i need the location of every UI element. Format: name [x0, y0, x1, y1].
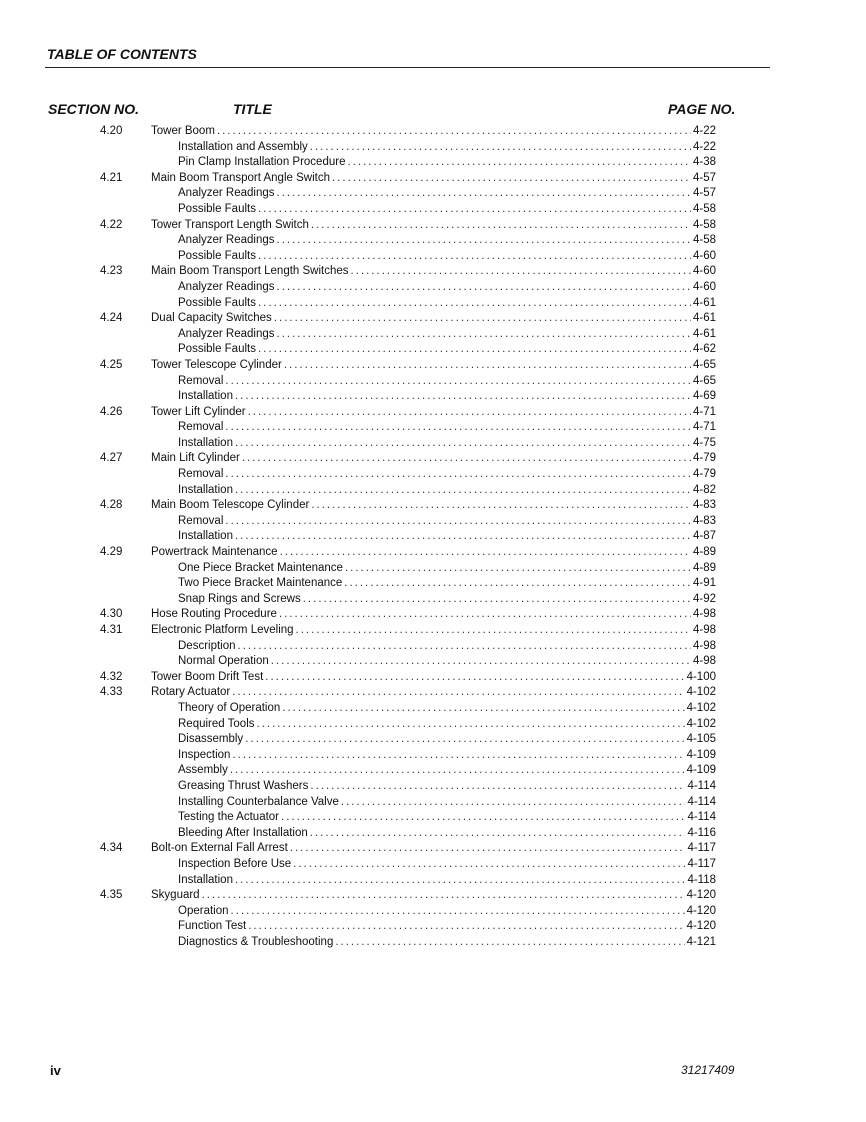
- dot-leader: [202, 888, 685, 904]
- toc-entry-title: Greasing Thrust Washers: [178, 779, 309, 792]
- dot-leader: [258, 202, 691, 218]
- toc-entry-link[interactable]: [178, 467, 716, 483]
- toc-entry-link[interactable]: [178, 592, 716, 608]
- dot-leader: [271, 654, 691, 670]
- toc-entry-link[interactable]: [151, 685, 716, 701]
- dot-leader: [281, 810, 685, 826]
- dot-leader: [235, 529, 691, 545]
- toc-entry-title: Tower Transport Length Switch: [151, 218, 309, 231]
- toc-entry-title: Installation: [178, 390, 233, 403]
- column-header-section: SECTION NO.: [48, 101, 140, 117]
- toc-entry-link[interactable]: [178, 857, 716, 873]
- toc-page-number: 4-100: [686, 670, 716, 683]
- toc-entry-link[interactable]: [151, 264, 716, 280]
- toc-row: [0, 654, 866, 670]
- toc-page-number: 4-121: [686, 935, 716, 948]
- toc-row: [0, 732, 866, 748]
- toc-page-number: 4-57: [692, 171, 716, 184]
- toc-page-number: 4-98: [692, 624, 716, 636]
- toc-row: [0, 249, 866, 265]
- toc-page-number: 4-114: [687, 811, 716, 824]
- toc-entry-link[interactable]: [178, 873, 716, 889]
- header-divider: [45, 67, 770, 68]
- toc-entry-title: Tower Lift Cylinder: [151, 405, 246, 418]
- toc-entry-link[interactable]: [178, 763, 716, 779]
- toc-entry-link[interactable]: [151, 451, 716, 467]
- toc-row: [0, 701, 866, 717]
- toc-entry-link[interactable]: [178, 514, 716, 530]
- toc-page-number: 4-58: [692, 218, 716, 231]
- toc-entry-title: Removal: [178, 514, 224, 527]
- toc-row: [0, 623, 866, 639]
- column-header-page: PAGE NO.: [668, 101, 736, 117]
- toc-entry-title: Required Tools: [178, 717, 255, 730]
- toc-entry-link[interactable]: [178, 155, 716, 171]
- toc-section-number: 4.24: [100, 312, 123, 325]
- toc-entry-link[interactable]: [151, 171, 716, 187]
- toc-section-number: 4.33: [100, 686, 123, 699]
- dot-leader: [277, 280, 691, 296]
- toc-row: [0, 451, 866, 467]
- toc-entry-title: Function Test: [178, 920, 247, 933]
- toc-entry-link[interactable]: [178, 374, 716, 390]
- toc-entry-title: Installing Counterbalance Valve: [178, 795, 339, 808]
- toc-page-number: 4-120: [686, 889, 716, 902]
- toc-entry-link[interactable]: [178, 233, 716, 249]
- dot-leader: [230, 763, 685, 779]
- toc-entry-title: Two Piece Bracket Maintenance: [178, 577, 343, 590]
- toc-entry-link[interactable]: [178, 296, 716, 312]
- toc-entry-title: Diagnostics & Troubleshooting: [178, 935, 334, 948]
- toc-entry-title: Disassembly: [178, 733, 244, 746]
- toc-row: [0, 717, 866, 733]
- dot-leader: [217, 124, 691, 140]
- toc-entry-title: Installation: [178, 530, 233, 543]
- toc-row: [0, 186, 866, 202]
- dot-leader: [347, 155, 690, 171]
- toc-entry-title: Inspection: [178, 748, 231, 761]
- toc-entry-title: Theory of Operation: [178, 701, 281, 714]
- dot-leader: [310, 779, 685, 795]
- dot-leader: [277, 186, 691, 202]
- toc-page-number: 4-38: [692, 156, 716, 169]
- dot-leader: [248, 919, 684, 935]
- toc-row: [0, 140, 866, 156]
- toc-entry-title: Hose Routing Procedure: [151, 608, 277, 621]
- dot-leader: [284, 358, 691, 374]
- toc-entry-link[interactable]: [178, 701, 716, 717]
- toc-entry-title: Snap Rings and Screws: [178, 592, 301, 605]
- toc-page-number: 4-61: [692, 312, 716, 325]
- toc-entry-title: Inspection Before Use: [178, 857, 292, 870]
- toc-entry-title: Normal Operation: [178, 655, 269, 668]
- toc-entry-title: Possible Faults: [178, 202, 256, 215]
- toc-row: [0, 420, 866, 436]
- toc-entry-link[interactable]: [178, 186, 716, 202]
- toc-entry-title: Analyzer Readings: [178, 280, 275, 293]
- toc-page-number: 4-102: [686, 717, 716, 730]
- toc-row: [0, 436, 866, 452]
- toc-row: [0, 841, 866, 857]
- toc-row: [0, 592, 866, 608]
- toc-page-number: 4-62: [692, 343, 716, 356]
- toc-row: [0, 904, 866, 920]
- toc-page-number: 4-82: [692, 483, 716, 496]
- footer-document-number: 31217409: [681, 1063, 735, 1077]
- toc-entry-link[interactable]: [178, 389, 716, 405]
- dot-leader: [242, 451, 691, 467]
- dot-leader: [258, 249, 691, 265]
- dot-leader: [345, 561, 691, 577]
- toc-section-number: 4.35: [100, 889, 123, 902]
- toc-row: [0, 374, 866, 390]
- dot-leader: [296, 623, 691, 639]
- toc-entry-title: Possible Faults: [178, 296, 256, 309]
- toc-page-number: 4-102: [686, 701, 716, 714]
- toc-row: [0, 935, 866, 951]
- dot-leader: [290, 841, 686, 857]
- toc-entry-link[interactable]: [178, 779, 716, 795]
- dot-leader: [248, 405, 691, 421]
- toc-entry-title: Rotary Actuator: [151, 686, 231, 699]
- toc-row: [0, 233, 866, 249]
- toc-page-number: 4-120: [686, 904, 716, 917]
- toc-entry-title: Installation and Assembly: [178, 140, 308, 153]
- toc-entry-title: Bleeding After Installation: [178, 826, 308, 839]
- toc-row: [0, 888, 866, 904]
- dot-leader: [225, 374, 691, 390]
- toc-row: [0, 810, 866, 826]
- toc-entry-title: Pin Clamp Installation Procedure: [178, 156, 346, 169]
- dot-leader: [279, 607, 691, 623]
- toc-row: [0, 561, 866, 577]
- toc-page-number: 4-22: [692, 140, 716, 153]
- toc-entry-link[interactable]: [151, 545, 716, 561]
- dot-leader: [225, 514, 691, 530]
- toc-entry-link[interactable]: [178, 810, 716, 826]
- dot-leader: [235, 483, 691, 499]
- dot-leader: [311, 218, 691, 234]
- toc-page-number: 4-65: [692, 358, 716, 371]
- toc-page-number: 4-79: [692, 452, 716, 465]
- toc-entry-title: Main Boom Transport Length Switches: [151, 265, 349, 278]
- toc-entry-link[interactable]: [151, 670, 716, 686]
- toc-entry-title: Removal: [178, 374, 224, 387]
- dot-leader: [258, 342, 691, 358]
- toc-entry-title: Dual Capacity Switches: [151, 312, 272, 325]
- toc-page-number: 4-91: [692, 577, 716, 590]
- toc-section-number: 4.25: [100, 358, 123, 371]
- toc-section-number: 4.31: [100, 624, 123, 636]
- toc-section-number: 4.32: [100, 670, 123, 683]
- toc-page-number: 4-92: [692, 592, 716, 605]
- footer-page-number: iv: [50, 1063, 61, 1078]
- toc-entry-title: Operation: [178, 904, 229, 917]
- dot-leader: [258, 296, 691, 312]
- toc-row: [0, 155, 866, 171]
- toc-section-number: 4.30: [100, 608, 123, 621]
- toc-section-number: 4.29: [100, 546, 123, 559]
- toc-row: [0, 919, 866, 935]
- toc-page-number: 4-98: [692, 608, 716, 621]
- toc-page-number: 4-83: [692, 514, 716, 527]
- toc-entry-title: Tower Telescope Cylinder: [151, 358, 282, 371]
- toc-page-number: 4-58: [692, 234, 716, 247]
- toc-row: [0, 218, 866, 234]
- toc-entry-link[interactable]: [178, 342, 716, 358]
- toc-row: [0, 264, 866, 280]
- toc-entry-link[interactable]: [178, 826, 716, 842]
- toc-page-number: 4-71: [692, 405, 716, 418]
- toc-entry-title: Main Lift Cylinder: [151, 452, 240, 465]
- dot-leader: [311, 498, 691, 514]
- toc-page-number: 4-65: [692, 374, 716, 387]
- toc-row: [0, 576, 866, 592]
- dot-leader: [238, 639, 691, 655]
- dot-leader: [235, 436, 691, 452]
- toc-entry-title: Installation: [178, 436, 233, 449]
- toc-page-number: 4-61: [692, 327, 716, 340]
- toc-row: [0, 873, 866, 889]
- toc-entry-title: Analyzer Readings: [178, 234, 275, 247]
- toc-entry-link[interactable]: [151, 124, 716, 140]
- toc-row: [0, 296, 866, 312]
- toc-entry-link[interactable]: [178, 904, 716, 920]
- toc-entry-link[interactable]: [151, 888, 716, 904]
- toc-entry-title: Skyguard: [151, 889, 200, 902]
- toc-row: [0, 498, 866, 514]
- toc-entry-link[interactable]: [151, 311, 716, 327]
- toc-page-number: 4-75: [692, 436, 716, 449]
- toc-row: [0, 763, 866, 779]
- dot-leader: [277, 327, 691, 343]
- toc-entry-title: Removal: [178, 421, 224, 434]
- toc-entry-link[interactable]: [178, 639, 716, 655]
- toc-entry-link[interactable]: [151, 218, 716, 234]
- dot-leader: [235, 389, 691, 405]
- toc-page-number: 4-89: [692, 546, 716, 559]
- toc-entry-link[interactable]: [178, 561, 716, 577]
- toc-entry-link[interactable]: [178, 576, 716, 592]
- dot-leader: [225, 467, 691, 483]
- toc-row: [0, 529, 866, 545]
- toc-page-number: 4-109: [686, 764, 716, 777]
- toc-entry-title: Testing the Actuator: [178, 811, 280, 824]
- toc-page-number: 4-60: [692, 265, 716, 278]
- dot-leader: [232, 685, 684, 701]
- toc-page-number: 4-57: [692, 187, 716, 200]
- toc-entry-link[interactable]: [178, 529, 716, 545]
- toc-list: [0, 124, 866, 950]
- toc-page-number: 4-98: [692, 639, 716, 652]
- toc-row: [0, 358, 866, 374]
- dot-leader: [265, 670, 684, 686]
- dot-leader: [332, 171, 691, 187]
- toc-page-number: 4-69: [692, 390, 716, 403]
- toc-page-number: 4-117: [687, 842, 716, 855]
- dot-leader: [274, 311, 691, 327]
- toc-page-number: 4-105: [686, 733, 716, 746]
- toc-entry-title: Tower Boom: [151, 125, 215, 137]
- toc-entry-link[interactable]: [178, 483, 716, 499]
- toc-row: [0, 607, 866, 623]
- toc-page-number: 4-117: [687, 857, 716, 870]
- toc-entry-title: Description: [178, 639, 236, 652]
- toc-row: [0, 670, 866, 686]
- dot-leader: [280, 545, 691, 561]
- dot-leader: [277, 233, 691, 249]
- toc-row: [0, 857, 866, 873]
- toc-row: [0, 171, 866, 187]
- toc-page-number: 4-116: [687, 826, 716, 839]
- toc-page-number: 4-79: [692, 468, 716, 481]
- toc-entry-title: Removal: [178, 468, 224, 481]
- toc-row: [0, 389, 866, 405]
- dot-leader: [303, 592, 691, 608]
- toc-row: [0, 202, 866, 218]
- toc-page-number: 4-83: [692, 499, 716, 512]
- toc-page-number: 4-98: [692, 655, 716, 668]
- dot-leader: [245, 732, 684, 748]
- toc-row: [0, 124, 866, 140]
- toc-entry-link[interactable]: [178, 935, 716, 951]
- dot-leader: [351, 264, 691, 280]
- toc-section-number: 4.21: [100, 171, 123, 184]
- page-title: TABLE OF CONTENTS: [47, 46, 197, 62]
- toc-row: [0, 748, 866, 764]
- dot-leader: [225, 420, 691, 436]
- toc-page-number: 4-114: [687, 795, 716, 808]
- toc-entry-title: Analyzer Readings: [178, 327, 275, 340]
- toc-entry-link[interactable]: [151, 607, 716, 623]
- toc-page-number: 4-102: [686, 686, 716, 699]
- toc-page-number: 4-120: [686, 920, 716, 933]
- toc-entry-link[interactable]: [151, 498, 716, 514]
- toc-row: [0, 779, 866, 795]
- toc-entry-title: Possible Faults: [178, 249, 256, 262]
- toc-entry-title: Electronic Platform Leveling: [151, 624, 294, 636]
- toc-page-number: 4-22: [692, 125, 716, 137]
- toc-page-number: 4-118: [687, 873, 716, 886]
- toc-entry-title: Main Boom Telescope Cylinder: [151, 499, 310, 512]
- toc-entry-link[interactable]: [178, 732, 716, 748]
- toc-entry-link[interactable]: [178, 202, 716, 218]
- toc-section-number: 4.34: [100, 842, 123, 855]
- toc-entry-title: Main Boom Transport Angle Switch: [151, 171, 330, 184]
- toc-row: [0, 483, 866, 499]
- toc-row: [0, 826, 866, 842]
- toc-row: [0, 342, 866, 358]
- dot-leader: [257, 717, 685, 733]
- toc-section-number: 4.23: [100, 265, 123, 278]
- toc-page-number: 4-89: [692, 561, 716, 574]
- dot-leader: [344, 576, 691, 592]
- toc-entry-link[interactable]: [178, 654, 716, 670]
- dot-leader: [293, 857, 685, 873]
- toc-entry-title: Possible Faults: [178, 343, 256, 356]
- toc-row: [0, 795, 866, 811]
- toc-entry-link[interactable]: [178, 717, 716, 733]
- toc-page-number: 4-60: [692, 280, 716, 293]
- toc-section-number: 4.28: [100, 499, 123, 512]
- toc-row: [0, 311, 866, 327]
- toc-row: [0, 467, 866, 483]
- toc-entry-title: Installation: [178, 483, 233, 496]
- toc-entry-title: Assembly: [178, 764, 228, 777]
- toc-entry-title: One Piece Bracket Maintenance: [178, 561, 343, 574]
- toc-entry-link[interactable]: [151, 623, 716, 639]
- toc-page-number: 4-58: [692, 202, 716, 215]
- toc-row: [0, 545, 866, 561]
- dot-leader: [310, 826, 686, 842]
- toc-section-number: 4.26: [100, 405, 123, 418]
- toc-section-number: 4.22: [100, 218, 123, 231]
- toc-entry-link[interactable]: [178, 795, 716, 811]
- toc-entry-link[interactable]: [151, 841, 716, 857]
- toc-entry-title: Powertrack Maintenance: [151, 546, 278, 559]
- toc-entry-link[interactable]: [178, 327, 716, 343]
- toc-entry-link[interactable]: [178, 436, 716, 452]
- toc-row: [0, 405, 866, 421]
- toc-page-number: 4-87: [692, 530, 716, 543]
- toc-page-number: 4-109: [686, 748, 716, 761]
- toc-page-number: 4-71: [692, 421, 716, 434]
- dot-leader: [232, 748, 684, 764]
- toc-page-number: 4-60: [692, 249, 716, 262]
- toc-row: [0, 280, 866, 296]
- column-header-title: TITLE: [233, 101, 272, 117]
- dot-leader: [310, 140, 691, 156]
- toc-row: [0, 327, 866, 343]
- toc-section-number: 4.20: [100, 125, 123, 137]
- toc-entry-link[interactable]: [178, 140, 716, 156]
- toc-entry-link[interactable]: [178, 748, 716, 764]
- toc-entry-link[interactable]: [178, 420, 716, 436]
- toc-entry-link[interactable]: [178, 249, 716, 265]
- dot-leader: [235, 873, 685, 889]
- toc-page-number: 4-114: [687, 779, 716, 792]
- dot-leader: [335, 935, 684, 951]
- toc-entry-link[interactable]: [178, 919, 716, 935]
- toc-entry-title: Analyzer Readings: [178, 187, 275, 200]
- dot-leader: [282, 701, 684, 717]
- toc-row: [0, 639, 866, 655]
- dot-leader: [341, 795, 686, 811]
- toc-entry-title: Tower Boom Drift Test: [151, 670, 264, 683]
- toc-entry-link[interactable]: [151, 358, 716, 374]
- toc-row: [0, 685, 866, 701]
- toc-entry-title: Bolt-on External Fall Arrest: [151, 842, 288, 855]
- toc-row: [0, 514, 866, 530]
- toc-section-number: 4.27: [100, 452, 123, 465]
- toc-entry-link[interactable]: [178, 280, 716, 296]
- dot-leader: [231, 904, 685, 920]
- toc-entry-link[interactable]: [151, 405, 716, 421]
- toc-entry-title: Installation: [178, 873, 233, 886]
- toc-page-number: 4-61: [692, 296, 716, 309]
